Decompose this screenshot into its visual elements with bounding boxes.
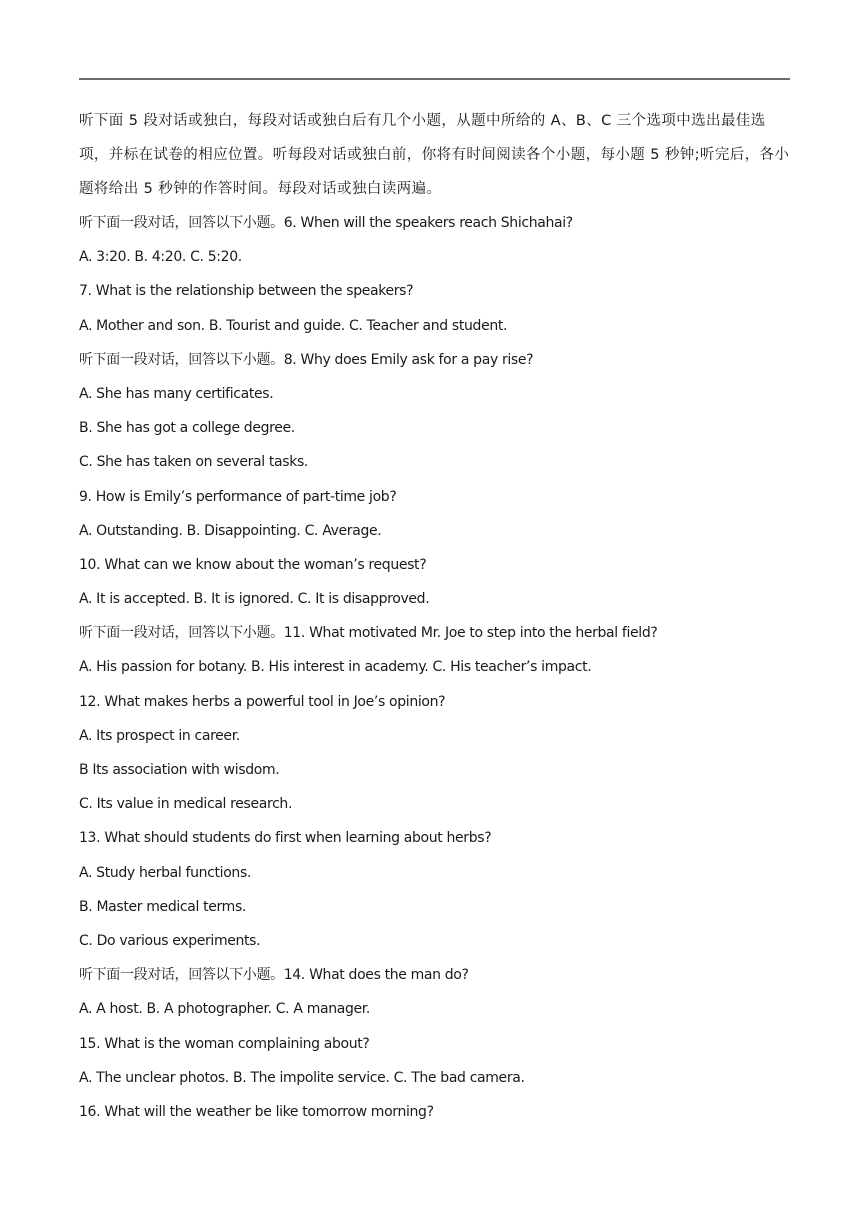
option-q13-a: A. Study herbal functions. (79, 864, 251, 881)
option-q13-c: C. Do various experiments. (79, 932, 261, 949)
options-q7: A. Mother and son. B. Tourist and guide. C. Teacher and student. (79, 317, 508, 334)
question-12: 12. What makes herbs a powerful tool in Joe’s opinion? (79, 693, 446, 710)
option-q13-b: B. Master medical terms. (79, 898, 247, 915)
options-q10: A. It is accepted. B. It is ignored. C. It is disapproved. (79, 591, 430, 608)
question-10: 10. What can we know about the woman’s request? (79, 556, 427, 573)
dialogue-intro-q6: 听下面一段对话，回答以下小题。6. When will the speakers reach Shichahai? (79, 215, 573, 231)
question-7: 7. What is the relationship between the speakers? (79, 283, 414, 300)
option-q12-a: A. Its prospect in career. (79, 727, 240, 744)
options-q15: A. The unclear photos. B. The impolite service. C. The bad camera. (79, 1069, 525, 1086)
header-rule (79, 78, 790, 80)
options-q9: A. Outstanding. B. Disappointing. C. Average. (79, 522, 382, 539)
option-q12-b: B Its association with wisdom. (79, 762, 280, 778)
options-q11: A. His passion for botany. B. His interest in academy. C. His teacher’s impact. (79, 659, 592, 676)
option-q8-a: A. She has many certificates. (79, 385, 274, 402)
question-9: 9. How is Emily’s performance of part-time job? (79, 488, 397, 505)
question-13: 13. What should students do first when learning about herbs? (79, 830, 492, 847)
question-16: 16. What will the weather be like tomorrow morning? (79, 1103, 434, 1120)
options-q6: A. 3:20. B. 4:20. C. 5:20. (79, 249, 242, 266)
option-q8-c: C. She has taken on several tasks. (79, 454, 308, 471)
dialogue-intro-q11: 听下面一段对话，回答以下小题。11. What motivated Mr. Joe to step into the herbal field? (79, 625, 658, 642)
instructions-text: 听下面 5 段对话或独白，每段对话或独白后有几个小题，从题中所给的 A、B、C 三个选项中选出最佳选项，并标在试卷的相应位置。听每段对话或独白前，你将有时间阅读各个小题，每小题 5 秒钟;听完后，各小题将给出 5 秒钟的作答时间。每段对话或独白读两遍。 (79, 113, 790, 197)
options-q14: A. A host. B. A photographer. C. A manager. (79, 1001, 371, 1018)
option-q8-b: B. She has got a college degree. (79, 420, 295, 437)
dialogue-intro-q14: 听下面一段对话，回答以下小题。14. What does the man do? (79, 967, 469, 984)
question-15: 15. What is the woman complaining about? (79, 1035, 370, 1052)
document-body (79, 104, 791, 1129)
dialogue-intro-q8: 听下面一段对话，回答以下小题。8. Why does Emily ask for a pay rise? (79, 351, 534, 368)
section-instructions (79, 104, 791, 206)
option-q12-c: C. Its value in medical research. (79, 796, 293, 813)
